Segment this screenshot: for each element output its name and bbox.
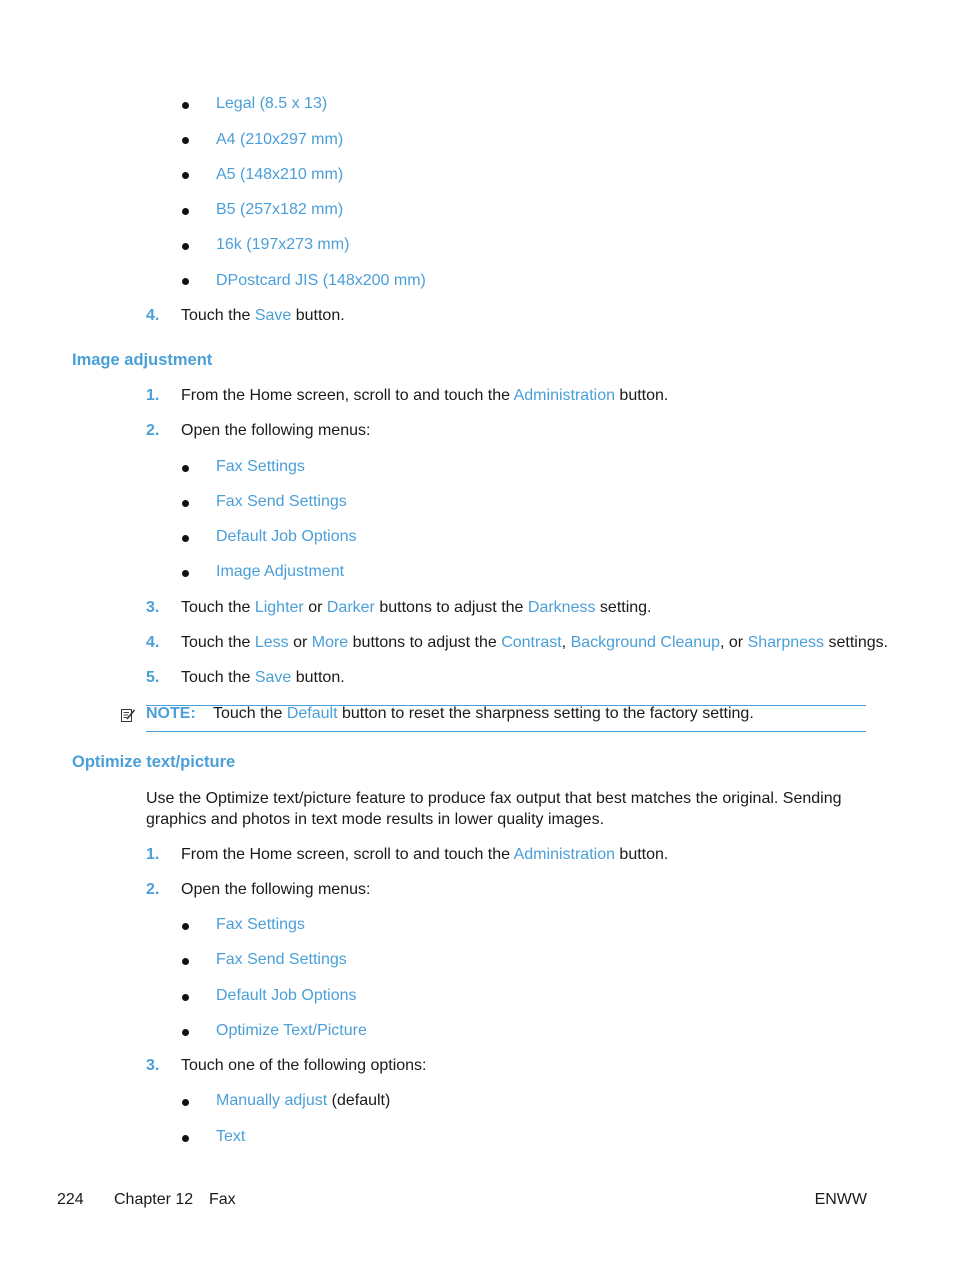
more-link[interactable]: More (311, 634, 349, 651)
note-text-part: button to reset the sharpness setting to the factory setting. (337, 705, 754, 722)
step-text (181, 845, 668, 865)
save-link[interactable]: Save (254, 307, 292, 324)
step-text-part: , or (720, 634, 748, 651)
darker-link[interactable]: Darker (326, 599, 375, 616)
step-text-part: or (288, 634, 312, 651)
manually-adjust-link[interactable]: Manually adjust (216, 1092, 328, 1109)
step-number: 4. (146, 634, 160, 651)
section-heading-image-adjustment: Image adjustment (72, 351, 213, 369)
list-bullet (182, 1135, 189, 1142)
sharpness-link[interactable]: Sharpness (747, 634, 825, 651)
list-item[interactable]: DPostcard JIS (148x200 mm) (216, 272, 426, 289)
step-number: 2. (146, 422, 160, 439)
step-text-part: settings. (824, 634, 889, 651)
step-text-part: buttons to adjust the (374, 599, 528, 616)
list-bullet (182, 1029, 189, 1036)
step-text-part: From the Home screen, scroll to and touch the (181, 846, 514, 863)
footer-code: ENWW (814, 1191, 867, 1208)
list-item[interactable]: A5 (148x210 mm) (216, 166, 344, 183)
step-text-part: button. (614, 846, 669, 863)
darkness-link[interactable]: Darkness (527, 599, 596, 616)
step-text (181, 668, 345, 688)
list-bullet (182, 500, 189, 507)
step-text-part: buttons to adjust the (348, 634, 502, 651)
list-bullet (182, 994, 189, 1001)
step-text-part: , (561, 634, 571, 651)
menu-item[interactable]: Optimize Text/Picture (216, 1022, 367, 1039)
step-number: 1. (146, 387, 160, 404)
step-number: 4. (146, 307, 160, 324)
intro-line: graphics and photos in text mode results in lower quality images. (146, 811, 605, 828)
less-link[interactable]: Less (254, 634, 289, 651)
menu-item[interactable]: Fax Send Settings (216, 951, 347, 968)
list-item[interactable]: B5 (257x182 mm) (216, 201, 344, 218)
step-text-part: Touch the (181, 307, 255, 324)
list-bullet (182, 535, 189, 542)
step-text-part: setting. (595, 599, 652, 616)
menu-item[interactable]: Image Adjustment (216, 563, 345, 580)
list-bullet (182, 570, 189, 577)
note-bottom-rule (146, 731, 866, 732)
administration-link[interactable]: Administration (513, 846, 615, 863)
list-bullet (182, 172, 189, 179)
page-number: 224 (57, 1191, 84, 1208)
step-text-part: Touch the (181, 599, 255, 616)
step-number: 5. (146, 669, 160, 686)
save-link[interactable]: Save (254, 669, 292, 686)
list-bullet (182, 1099, 189, 1106)
step-text-part: button. (614, 387, 669, 404)
intro-paragraph (146, 788, 846, 830)
step-text-part: button. (291, 307, 345, 324)
default-link[interactable]: Default (286, 705, 338, 722)
step-text (181, 306, 345, 326)
step-text-part: From the Home screen, scroll to and touch the (181, 387, 514, 404)
step-text (181, 598, 652, 618)
option-item (216, 1091, 390, 1111)
menu-item[interactable]: Fax Send Settings (216, 493, 347, 510)
intro-line: Use the Optimize text/picture feature to produce fax output that best matches the original. Sending (146, 790, 842, 807)
step-number: 3. (146, 1057, 160, 1074)
list-bullet (182, 958, 189, 965)
menu-item[interactable]: Fax Settings (216, 916, 305, 933)
list-item[interactable]: 16k (197x273 mm) (216, 236, 350, 253)
background-cleanup-link[interactable]: Background Cleanup (570, 634, 720, 651)
note-text (213, 704, 754, 724)
step-text-part: Touch the (181, 634, 255, 651)
note-text-part: Touch the (213, 705, 287, 722)
list-bullet (182, 923, 189, 930)
step-text: Open the following menus: (181, 422, 371, 439)
step-text (181, 386, 668, 406)
list-bullet (182, 102, 189, 109)
list-bullet (182, 243, 189, 250)
list-bullet (182, 137, 189, 144)
note-icon (120, 707, 136, 723)
section-heading-optimize-text-picture: Optimize text/picture (72, 753, 236, 771)
chapter-label: Chapter 12 (114, 1191, 194, 1208)
option-text-part: (default) (327, 1092, 391, 1109)
chapter-title: Fax (209, 1191, 236, 1208)
note-label: NOTE: (146, 705, 196, 722)
text-option-link[interactable]: Text (216, 1128, 246, 1145)
step-text-part: Touch the (181, 669, 255, 686)
step-number: 2. (146, 881, 160, 898)
step-text: Touch one of the following options: (181, 1057, 427, 1074)
step-text: Open the following menus: (181, 881, 371, 898)
list-item[interactable]: Legal (8.5 x 13) (216, 95, 328, 112)
list-item[interactable]: A4 (210x297 mm) (216, 131, 344, 148)
menu-item[interactable]: Default Job Options (216, 528, 357, 545)
list-bullet (182, 465, 189, 472)
step-number: 3. (146, 599, 160, 616)
step-number: 1. (146, 846, 160, 863)
list-bullet (182, 208, 189, 215)
menu-item[interactable]: Default Job Options (216, 987, 357, 1004)
menu-item[interactable]: Fax Settings (216, 458, 305, 475)
contrast-link[interactable]: Contrast (501, 634, 562, 651)
lighter-link[interactable]: Lighter (254, 599, 304, 616)
step-text-part: button. (291, 669, 345, 686)
step-text-part: or (303, 599, 327, 616)
list-bullet (182, 278, 189, 285)
step-text (181, 633, 888, 653)
administration-link[interactable]: Administration (513, 387, 615, 404)
